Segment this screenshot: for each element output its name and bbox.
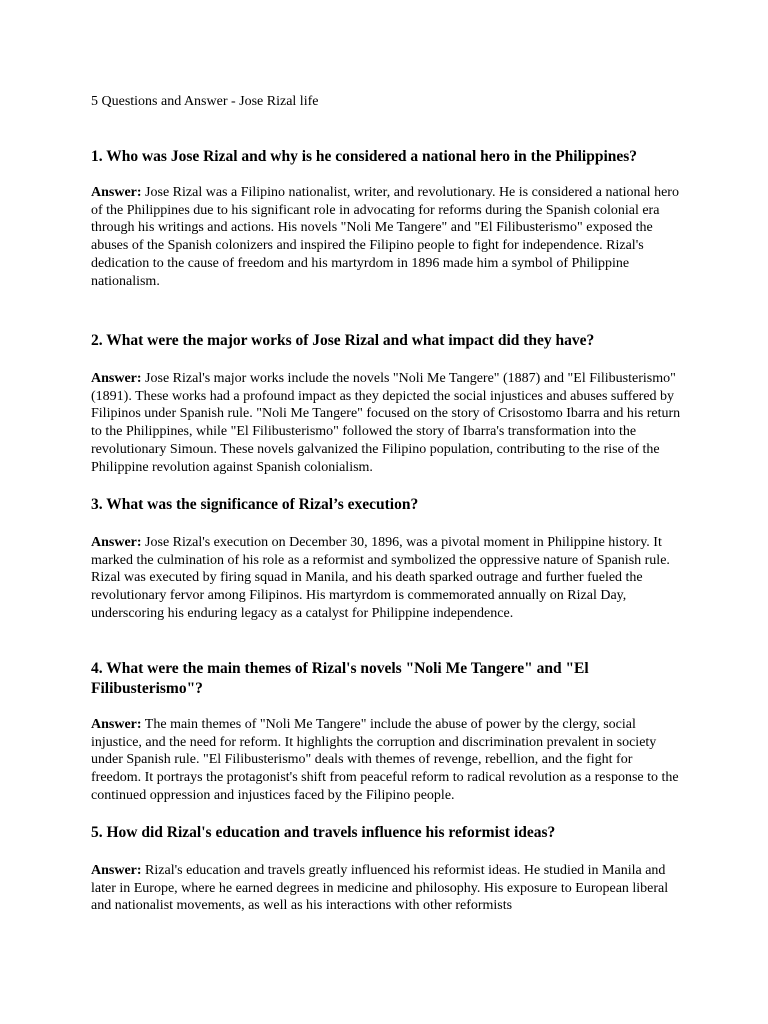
qa-item-5 <box>91 823 683 915</box>
answer-label: Answer: <box>91 863 142 878</box>
question-4: 4. What were the main themes of Rizal's novels "Noli Me Tangere" and "El Filibusterismo"? <box>91 660 589 697</box>
qa-item-3 <box>91 495 683 623</box>
answer-label: Answer: <box>91 535 142 550</box>
answer-5-text: Rizal's education and travels greatly influenced his reformist ideas. He studied in Manila and later in Europe, where he earned degrees in medicine and philosophy. His exposure to European liberal and nationalist movements, as well as his interactions with other reformists <box>91 863 669 914</box>
question-2: 2. What were the major works of Jose Rizal and what impact did they have? <box>91 332 595 349</box>
question-3: 3. What was the significance of Rizal’s execution? <box>91 496 419 513</box>
question-1: 1. Who was Jose Rizal and why is he considered a national hero in the Philippines? <box>91 148 638 165</box>
document-title: 5 Questions and Answer - Jose Rizal life <box>91 94 319 109</box>
answer-label: Answer: <box>91 717 142 732</box>
answer-2 <box>91 370 683 476</box>
answer-5 <box>91 862 683 915</box>
answer-3 <box>91 534 683 623</box>
answer-label: Answer: <box>91 185 142 200</box>
answer-1-text: Jose Rizal was a Filipino nationalist, writer, and revolutionary. He is considered a national hero of the Philippines due to his significant role in advocating for reforms during the Spanish colonial era through his writings and actions. His novels "Noli Me Tangere" and "El Filibusterismo" exposed the abuses of the Spanish colonizers and inspired the Filipino people to fight for independence. Rizal's dedication to the cause of freedom and his martyrdom in 1896 made him a symbol of Philippine nationalism. <box>91 185 679 289</box>
answer-1 <box>91 184 683 290</box>
answer-3-text: Jose Rizal's execution on December 30, 1896, was a pivotal moment in Philippine history. It marked the culmination of his role as a reformist and symbolized the oppressive nature of Spanish rule. Rizal was executed by firing squad in Manila, and his death sparked outrage and further fueled the revolutionary fervor among Filipinos. His martyrdom is commemorated annually on Rizal Day, underscoring his enduring legacy as a catalyst for Philippine independence. <box>91 535 670 621</box>
answer-2-text: Jose Rizal's major works include the novels "Noli Me Tangere" (1887) and "El Filibusterismo" (1891). These works had a profound impact as they depicted the social injustices and abuses suffered by Filipinos under Spanish rule. "Noli Me Tangere" focused on the story of Crisostomo Ibarra and his return to the Philippines, while "El Filibusterismo" followed the story of Ibarra's transformation into the revolutionary Simoun. These novels galvanized the Filipino population, contributing to the rise of the Philippine revolution against Spanish colonialism. <box>91 371 681 475</box>
answer-label: Answer: <box>91 371 142 386</box>
answer-4-text: The main themes of "Noli Me Tangere" include the abuse of power by the clergy, social injustice, and the need for reform. It highlights the corruption and discrimination prevalent in society under Spanish rule. "El Filibusterismo" deals with themes of revenge, rebellion, and the fight for freedom. It portrays the protagonist's shift from peaceful reform to radical revolution as a response to the continued oppression and injustices faced by the Filipino people. <box>91 717 679 803</box>
qa-item-1 <box>91 147 683 290</box>
answer-4 <box>91 716 683 805</box>
question-5: 5. How did Rizal's education and travels influence his reformist ideas? <box>91 824 556 841</box>
qa-item-4 <box>91 659 683 805</box>
qa-item-2 <box>91 331 683 476</box>
